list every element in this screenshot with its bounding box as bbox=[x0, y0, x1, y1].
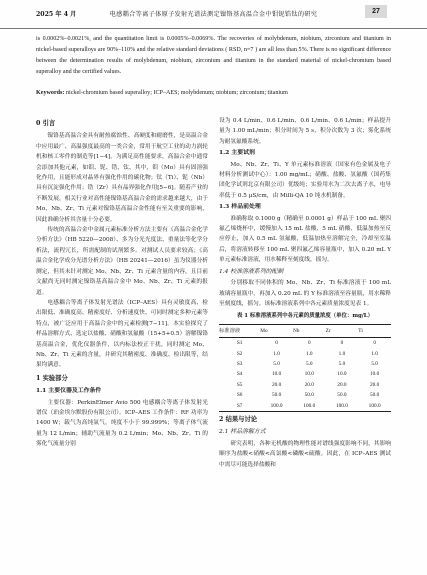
column-header: Ti bbox=[358, 324, 391, 337]
table-row bbox=[219, 349, 391, 359]
table-cell: 10.0 bbox=[337, 371, 347, 378]
section-heading-introduction: 0 引言 bbox=[36, 120, 56, 127]
column-header: Nb bbox=[293, 324, 326, 337]
table-cell: 0 bbox=[307, 340, 311, 347]
journal-issue: 2025 年 4 月 bbox=[36, 11, 77, 18]
section-heading-experiment: 1 实验部分 bbox=[36, 374, 68, 382]
table-cell: 10.0 bbox=[370, 371, 380, 378]
table-cell: S6 bbox=[236, 392, 243, 399]
paragraph: 分别移取不同体积的 Mo、Nb、Zr、Ti 标准溶液于 100 mL 玻璃容量瓶中，再加入 0.20 mL 的 Y 标准溶液至容量瓶，用水稀释至刻度线，摇匀。该标准溶液系列中各元素质量浓度见表 1。 bbox=[219, 280, 391, 307]
table-cell: 20.0 bbox=[304, 381, 314, 388]
table-cell: 5.0 bbox=[371, 360, 378, 367]
table-cell: 20.0 bbox=[370, 381, 380, 388]
abstract-text: is 0.0002%–0.0021%, and the quantitation limit is 0.0005%–0.0069%. The recoveries of molybdenum, niobium, zirconium and titanium in nickel-based superalloys are 90%–110% and the relative standard deviations ( RSD, n=7 ) are all less than 5%. There is no significant difference between the determination results of molybdenum, niobium, zirconium and titanium in the standard material of nickel-chromium based superalloy and the certified values. bbox=[36, 36, 391, 76]
table-cell: S3 bbox=[236, 360, 243, 367]
table-cell: 20.0 bbox=[271, 381, 282, 388]
keywords bbox=[36, 88, 391, 99]
table-cell: S1 bbox=[236, 340, 243, 347]
table-cell: 1.0 bbox=[273, 350, 280, 357]
paragraph: 设为 0.4 L/min、0.6 L/min、0.6 L/min、0.6 L/min；样品提升量为 1.00 mL/min；积分时间为 5 s，积分次数为 3 次；雾化系统为耐氢氟酸系统。 bbox=[219, 118, 391, 145]
paragraph: 研究表明，各种无机酸的物理性能对谱线强度影响不同，其影响顺序为盐酸<硝酸<高氯酸<磷酸<硫酸。因此，在 ICP–AES 测试中需尽可能选择盐酸和 bbox=[219, 440, 391, 468]
standard-solution-table bbox=[219, 324, 391, 412]
paragraph: 主要仪器：PerkinElmer Avio 500 电感耦合等离子体发射光谱仪（珀金埃尔默股份有限公司）。ICP–AES 工作条件：RF 功率为 1400 W；载气为高纯氩气，纯度不小于 99.999%；等离子体气流量为 12 L/min；辅助气流量为 0.2 L/min；Mo、Nb、Zr、Ti 的雾化气流量分别 bbox=[36, 399, 208, 448]
table-cell: 50.0 bbox=[271, 392, 282, 399]
table-row bbox=[219, 380, 391, 390]
table-cell: S7 bbox=[236, 402, 243, 409]
table-cell: 0 bbox=[373, 340, 376, 347]
paragraph: 准确称取 0.1000 g（精确至 0.0001 g）样品于 100 mL 聚四氟乙烯烧杯中，缓慢加入 15 mL 盐酸、5 mL 硝酸、低温加热至反应停止，加入 0.5 mL 氢氟酸，低温加热至溶解完全，冷却至室温后，将溶液转移至 100 mL 聚四氟乙烯容量瓶中，加入 0.20 mL Y 单元素标准溶液，用水稀释至刻度线，摇匀。 bbox=[219, 215, 391, 264]
table-row bbox=[219, 390, 391, 400]
table-cell: 5.0 bbox=[338, 360, 346, 367]
table-row bbox=[219, 401, 391, 412]
table-cell: 100.0 bbox=[335, 402, 348, 409]
table-cell: 1.0 bbox=[305, 350, 313, 357]
table-cell: 100.0 bbox=[270, 402, 283, 409]
right-column bbox=[219, 116, 391, 470]
subsection-heading: 1.4 校准溶液系列的配制 bbox=[219, 268, 284, 275]
table-row bbox=[219, 369, 391, 379]
table-row bbox=[219, 338, 391, 349]
paragraph: Mo、Nb、Zr、Ti、Y 单元素标准溶液（国家有色金属及电子材料分析测试中心）：1.00 mg/mL；硝酸、盐酸、氢氟酸（国药集团化学试剂北京有限公司）优级纯；实验用水为二次去离子水，电导率低于 0.5 μS/cm，由 Milli-QA 10 纯水机制备。 bbox=[219, 161, 391, 199]
table-cell: 5.0 bbox=[273, 360, 280, 367]
subsection-heading: 1.3 样品前处理 bbox=[219, 203, 261, 211]
page-number: 27 bbox=[365, 5, 387, 18]
page-header bbox=[0, 0, 427, 29]
table-cell: 50.0 bbox=[337, 392, 347, 399]
table-cell: S4 bbox=[236, 371, 243, 378]
table-row bbox=[219, 359, 391, 369]
subsection-heading: 1.2 主要试剂 bbox=[219, 149, 255, 157]
column-header: 标准溶液 bbox=[219, 324, 260, 337]
column-header: Mo bbox=[260, 324, 293, 337]
table-cell: 20.0 bbox=[337, 381, 347, 388]
table-cell: 0 bbox=[275, 340, 278, 347]
table-cell: 10.0 bbox=[304, 371, 314, 378]
table-cell: 1.0 bbox=[371, 350, 378, 357]
paragraph: 传统的高温合金中金属元素标准分析方法主要有《高温合金化学分析方法》（HB 5220—2008）、多为分光光度法、重量法等化学分析法，流程冗长，所需配制的试剂繁多。对测试人员要求较高；《高温合金化学成分光谱分析方法》（HB 20241—2016）虽为仪器分析测定，但其未针对测定 Mo、Nb、Zr、Ti 元素含量的内容，且目前文献尚无同时测定镍铬基高温合金中 Mo、Nb、Zr、Ti 元素的报道。 bbox=[36, 227, 208, 296]
table-cell: 100.0 bbox=[303, 402, 316, 409]
table-cell: 0 bbox=[340, 340, 344, 347]
table-cell: 50.0 bbox=[370, 392, 380, 399]
paragraph: 镍铬基高温合金具有耐热腐蚀性、高硬度和耐磨性，是高温合金中应用最广、高温强度最高的一类合金，常用于航空工业的动力涡轮机和核工零件的制造等[1−4]。为满足高性能要求，高温合金中通常会添加其他元素，如钼、铌、锆、钛、其中，钼（Mo）具有固溶强化作用，且能形成对晶界有强化作用的碳化物；钛（Ti）、铌（Nb）具有沉淀强化作用；锆（Zr）具有晶界强化作用[5−6]。随着产业的不断发展，相关行业对高性能镍铬基高温合金的需求越来越大，由于 Mo、Nb、Zr、Ti 元素对镍铬基高温合金性能有至关重要的影响，因此准确分析其含量十分必要。 bbox=[36, 133, 208, 223]
table-cell: 1.0 bbox=[338, 350, 346, 357]
table-cell: 10.0 bbox=[271, 371, 282, 378]
section-heading-results: 2 结果与讨论 bbox=[219, 415, 258, 423]
subsection-heading: 2.1 样品溶解方式 bbox=[219, 429, 266, 436]
column-header: Zr bbox=[326, 324, 359, 337]
keywords-label: Keywords: bbox=[36, 90, 65, 96]
left-column bbox=[36, 116, 208, 450]
paragraph: 电感耦合等离子体发射光谱法（ICP–AES）具有灵敏度高、检出限低、准确度高、精密度好、分析速度快、可同时测定多种元素等特点，被广泛应用于高温合金中的元素检测[7−11]。本实验探究了样品溶解方式、选定以盐酸、硝酸和氢氟酸（15+5+0.5）溶解镍铬基高温合金，优化仪器条件，以内标法校正干扰，同时测定 Mo、Nb、Zr、Ti 元素的含量，并研究其精密度、准确度、检出限等，结果均满意。 bbox=[36, 299, 208, 369]
table-caption: 表 1 标准溶液系列中各元素的质量浓度（单位：mg/L） bbox=[237, 313, 373, 320]
table-cell: 100.0 bbox=[368, 402, 381, 409]
subsection-heading: 1.1 主要仪器及工作条件 bbox=[36, 387, 102, 395]
table-cell: S5 bbox=[236, 381, 243, 388]
table-cell: 50.0 bbox=[304, 392, 314, 399]
running-title: 电感耦合等离子体原子发射光谱法测定镍铬基高温合金中钼铌锆钛的研究 bbox=[109, 11, 318, 18]
keywords-text: nickel-chromium based superalloy; ICP–AES; molybdenum; niobium; zirconium; titanium bbox=[64, 90, 288, 96]
table-header-row bbox=[219, 324, 391, 337]
table-cell: 5.0 bbox=[305, 360, 313, 367]
table-cell: S2 bbox=[236, 350, 243, 357]
